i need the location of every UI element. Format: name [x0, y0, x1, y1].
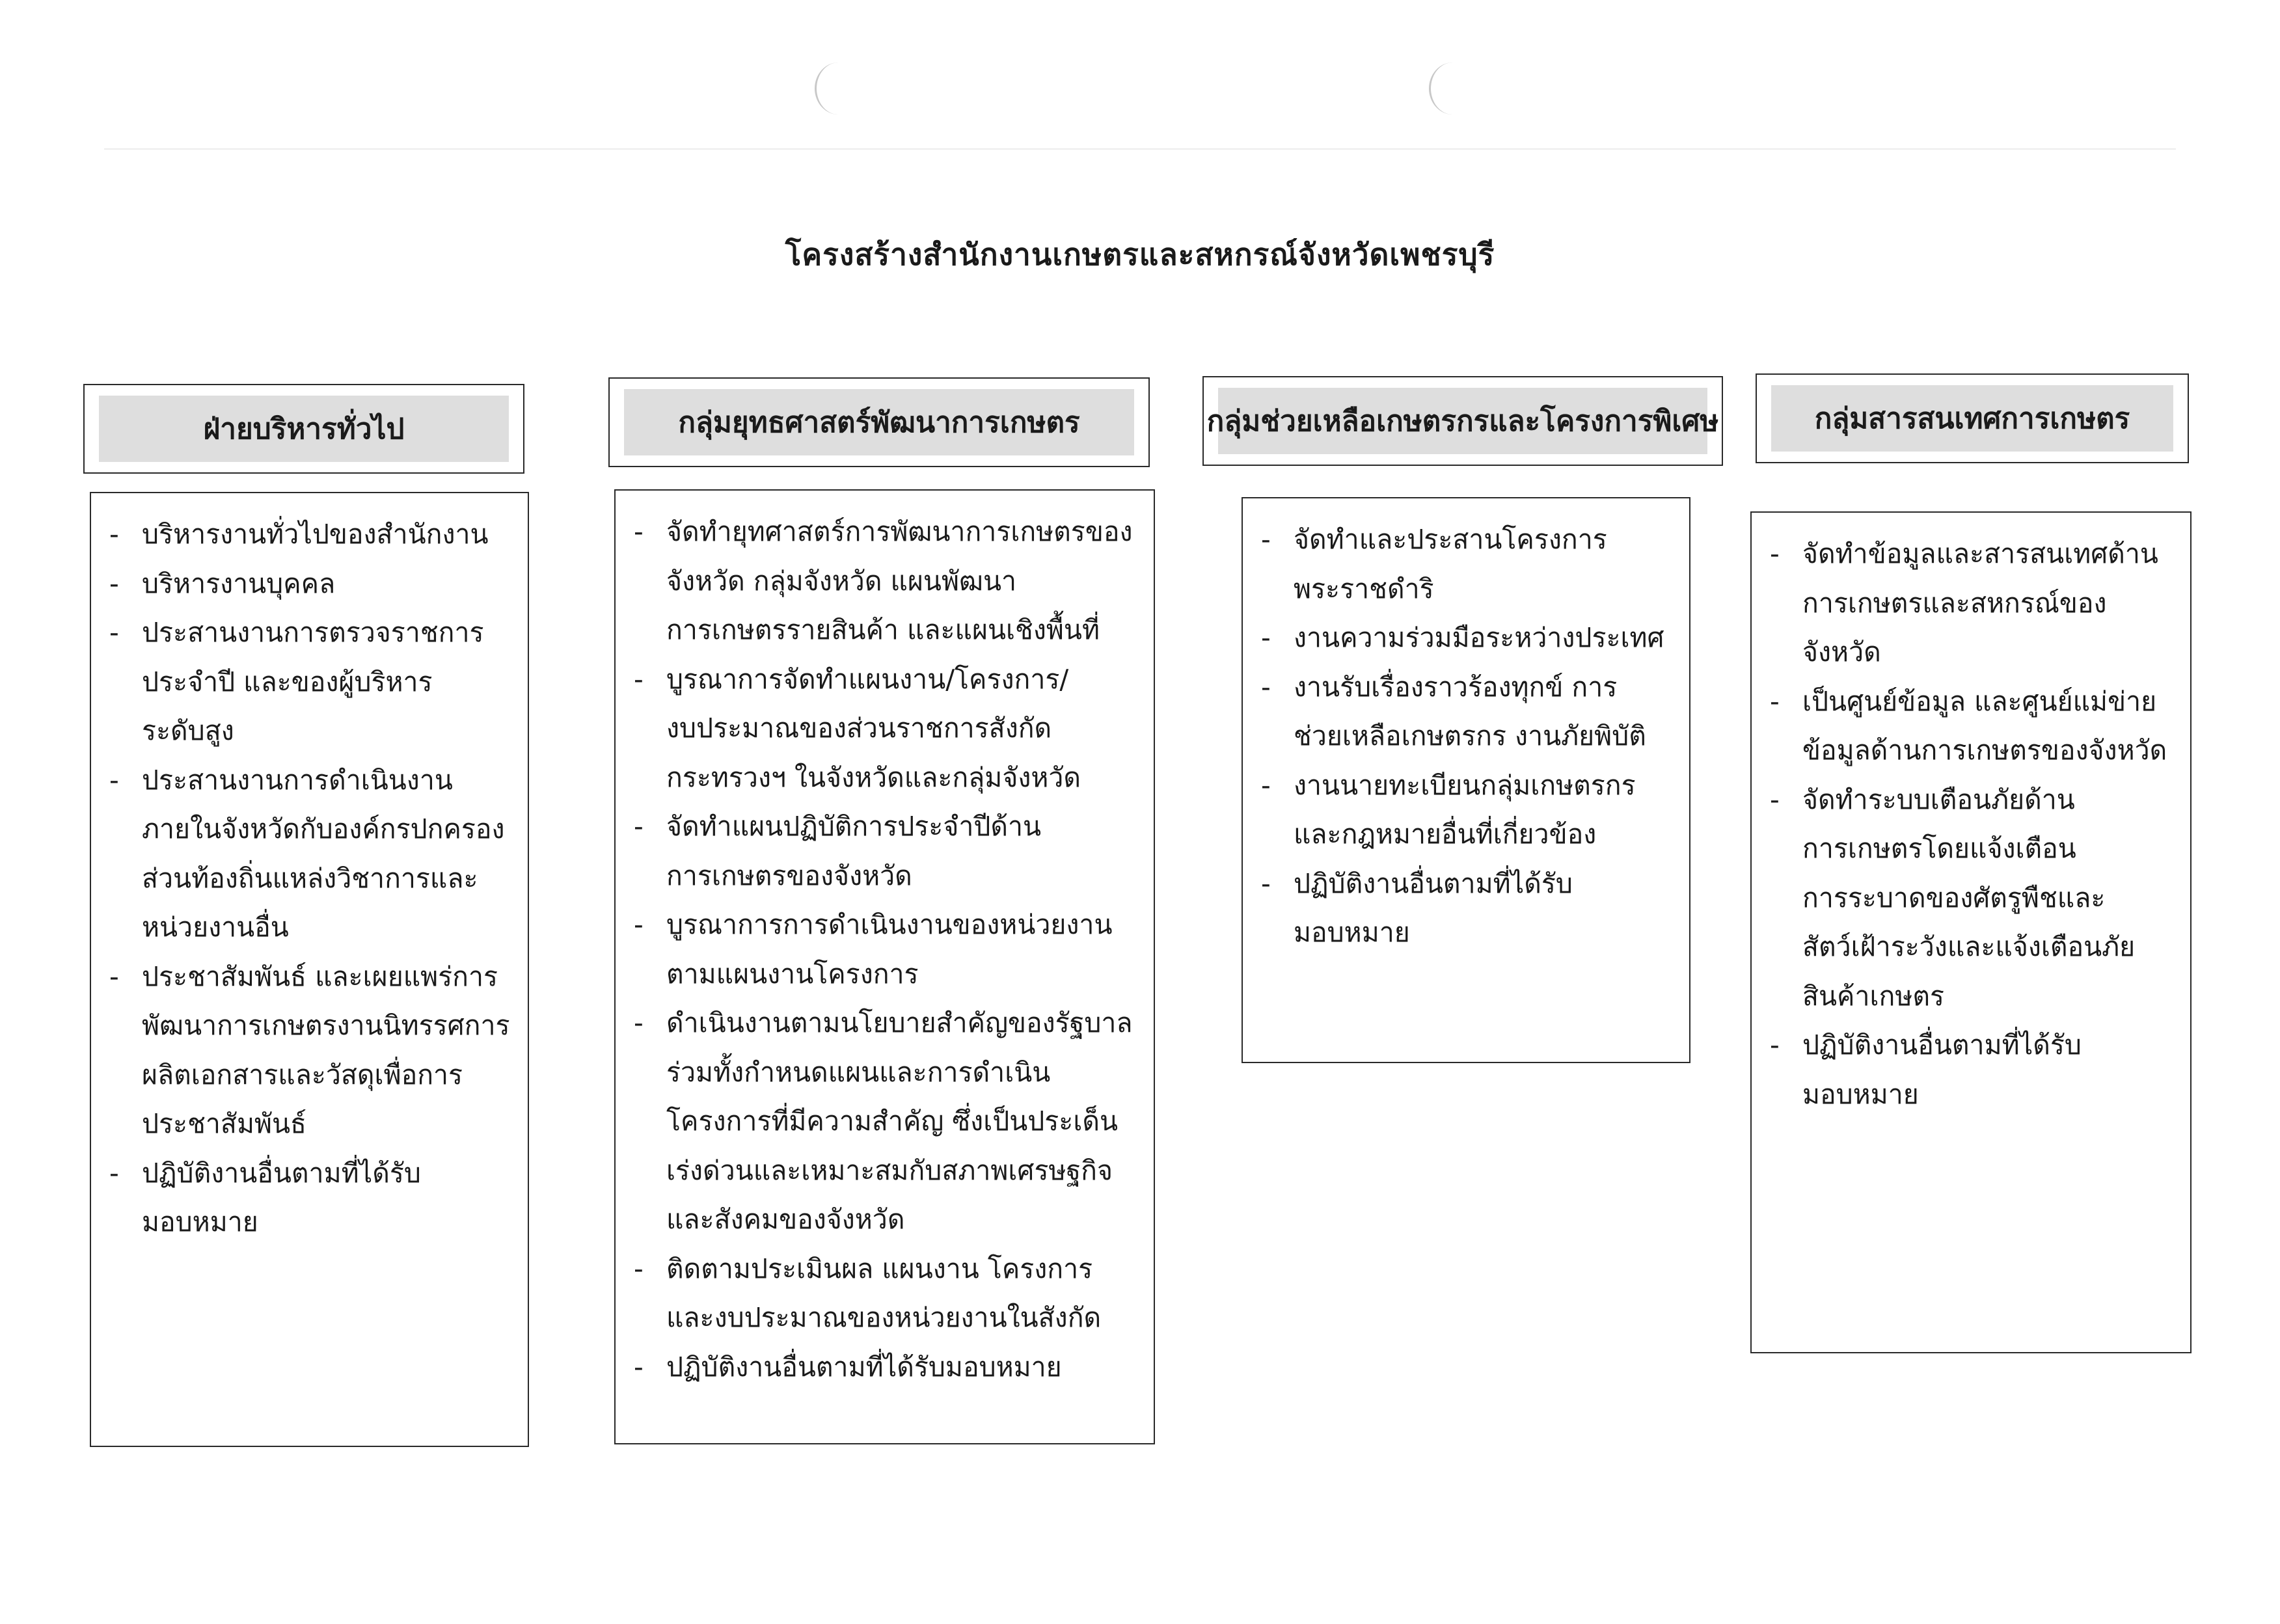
duty-line: - จัดทำและประสานโครงการ	[1294, 524, 1607, 555]
duty-item	[629, 802, 1145, 900]
duty-line: หน่วยงานอื่น	[142, 912, 289, 943]
duties-information	[1750, 511, 2192, 1353]
duty-line: ตามแผนงานโครงการ	[666, 958, 919, 990]
duty-line: พระราชดำริ	[1294, 573, 1434, 604]
header-label: กลุ่มช่วยเหลือเกษตรกรและโครงการพิเศษ	[1218, 388, 1707, 454]
duty-line: สินค้าเกษตร	[1802, 980, 1945, 1012]
duty-line: - งานรับเรื่องราวร้องทุกข์ การ	[1294, 671, 1618, 703]
duty-line: ประชาสัมพันธ์	[142, 1108, 307, 1139]
duty-item	[104, 756, 519, 953]
duty-item	[104, 953, 519, 1149]
duty-item	[1256, 663, 1680, 761]
duty-line: - จัดทำระบบเตือนภัยด้าน	[1802, 783, 2075, 815]
duty-line: การระบาดของศัตรูพืชและ	[1802, 882, 2106, 914]
duty-item	[629, 900, 1145, 999]
header-information	[1756, 373, 2189, 463]
duty-line: มอบหมาย	[1802, 1078, 1919, 1110]
duty-line: ผลิตเอกสารและวัสดุเพื่อการ	[142, 1059, 463, 1090]
duty-line: - บริหารงานทั่วไปของสำนักงาน	[142, 519, 489, 550]
duty-item	[629, 999, 1145, 1245]
duty-item	[1256, 859, 1680, 958]
duties-farmer-assistance	[1242, 497, 1690, 1063]
header-label: กลุ่มยุทธศาสตร์พัฒนาการเกษตร	[624, 389, 1134, 455]
punch-hole-left	[815, 62, 862, 115]
duty-line: - ประสานงานการดำเนินงาน	[142, 764, 453, 796]
duty-item	[629, 1343, 1145, 1392]
header-label: กลุ่มสารสนเทศการเกษตร	[1771, 385, 2173, 452]
duty-line: พัฒนาการเกษตรงานนิทรรศการ	[142, 1010, 510, 1041]
duty-item	[1256, 614, 1680, 663]
duty-item	[104, 1149, 519, 1247]
duty-line: - จัดทำแผนปฏิบัติการประจำปีด้าน	[666, 811, 1042, 842]
duty-line: การเกษตรรายสินค้า และแผนเชิงพื้นที่	[666, 614, 1100, 645]
duty-line: - เป็นศูนย์ข้อมูล และศูนย์แม่ข่าย	[1802, 685, 2157, 717]
duty-line: จังหวัด	[1802, 636, 1881, 668]
duty-line: เร่งด่วนและเหมาะสมกับสภาพเศรษฐกิจ	[666, 1154, 1113, 1186]
duty-item	[629, 655, 1145, 803]
duties-list	[1765, 530, 2181, 1119]
duty-line: - งานความร่วมมือระหว่างประเทศ	[1294, 622, 1664, 653]
duty-line: จังหวัด กลุ่มจังหวัด แผนพัฒนา	[666, 565, 1017, 597]
duty-line: - บริหารงานบุคคล	[142, 567, 336, 599]
duty-line: และงบประมาณของหน่วยงานในสังกัด	[666, 1302, 1102, 1333]
duty-line: ระดับสูง	[142, 715, 234, 746]
duties-list	[1256, 515, 1680, 958]
duty-line: ประจำปี และของผู้บริหาร	[142, 666, 433, 697]
duty-line: - บูรณาการการดำเนินงานของหน่วยงาน	[666, 909, 1113, 940]
duty-line: - ดำเนินงานตามนโยบายสำคัญของรัฐบาล	[666, 1007, 1133, 1038]
duty-line: งบประมาณของส่วนราชการสังกัด	[666, 712, 1052, 744]
duty-line: มอบหมาย	[1294, 917, 1410, 948]
duties-general-admin	[90, 492, 529, 1447]
duty-item	[1256, 515, 1680, 614]
duty-line: - ปฏิบัติงานอื่นตามที่ได้รับ	[1802, 1029, 2082, 1061]
punch-hole-right	[1429, 62, 1476, 115]
duty-line: - จัดทำยุทศาสตร์การพัฒนาการเกษตรของ	[666, 516, 1133, 547]
duties-strategy	[614, 489, 1155, 1444]
duty-item	[1765, 530, 2181, 677]
duty-line: - ประชาสัมพันธ์ และเผยแพร่การ	[142, 960, 498, 992]
duty-line: - ปฏิบัติงานอื่นตามที่ได้รับ	[142, 1157, 421, 1189]
duty-line: และสังคมของจังหวัด	[666, 1204, 905, 1235]
header-strategy	[608, 377, 1150, 467]
duty-line: สัตว์เฝ้าระวังและแจ้งเตือนภัย	[1802, 931, 2136, 962]
duties-list	[629, 508, 1145, 1392]
duty-item	[629, 508, 1145, 655]
duty-item	[629, 1245, 1145, 1343]
duty-line: และกฎหมายอื่นที่เกี่ยวข้อง	[1294, 819, 1597, 850]
duty-line: มอบหมาย	[142, 1206, 258, 1238]
duty-line: ช่วยเหลือเกษตรกร งานภัยพิบัติ	[1294, 720, 1646, 751]
duty-line: ส่วนท้องถิ่นแหล่งวิชาการและ	[142, 862, 478, 894]
header-general-admin	[83, 384, 524, 474]
duty-item	[104, 608, 519, 756]
duty-line: กระทรวงฯ ในจังหวัดและกลุ่มจังหวัด	[666, 761, 1081, 793]
duty-item	[104, 560, 519, 609]
duty-item	[1765, 677, 2181, 776]
duty-item	[104, 510, 519, 560]
duty-line: - ปฏิบัติงานอื่นตามที่ได้รับมอบหมาย	[666, 1351, 1062, 1383]
duty-line: ภายในจังหวัดกับองค์กรปกครอง	[142, 813, 505, 845]
duty-item	[1256, 761, 1680, 859]
header-farmer-assistance	[1202, 376, 1723, 466]
duty-line: - ประสานงานการตรวจราชการ	[142, 617, 484, 648]
header-label: ฝ่ายบริหารทั่วไป	[99, 396, 509, 462]
scan-fold-line	[104, 148, 2176, 150]
duty-line: ร่วมทั้งกำหนดแผนและการดำเนิน	[666, 1056, 1051, 1088]
duty-line: การเกษตรและสหกรณ์ของ	[1802, 587, 2107, 619]
duty-line: - ติดตามประเมินผล แผนงาน โครงการ	[666, 1252, 1093, 1284]
duty-line: - จัดทำข้อมูลและสารสนเทศด้าน	[1802, 538, 2158, 569]
duty-line: - ปฏิบัติงานอื่นตามที่ได้รับ	[1294, 867, 1573, 899]
duties-list	[104, 510, 519, 1247]
duty-line: โครงการที่มีความสำคัญ ซึ่งเป็นประเด็น	[666, 1105, 1118, 1137]
page-title: โครงสร้างสำนักงานเกษตรและสหกรณ์จังหวัดเพชรบุรี	[785, 237, 1495, 272]
duty-line: - บูรณาการจัดทำแผนงาน/โครงการ/	[666, 663, 1069, 695]
duty-line: การเกษตรโดยแจ้งเตือน	[1802, 833, 2076, 864]
duty-item	[1765, 1021, 2181, 1119]
duty-line: - งานนายทะเบียนกลุ่มเกษตรกร	[1294, 769, 1636, 801]
duty-line: ข้อมูลด้านการเกษตรของจังหวัด	[1802, 735, 2167, 766]
duty-line: การเกษตรของจังหวัด	[666, 859, 912, 891]
duty-item	[1765, 776, 2181, 1022]
